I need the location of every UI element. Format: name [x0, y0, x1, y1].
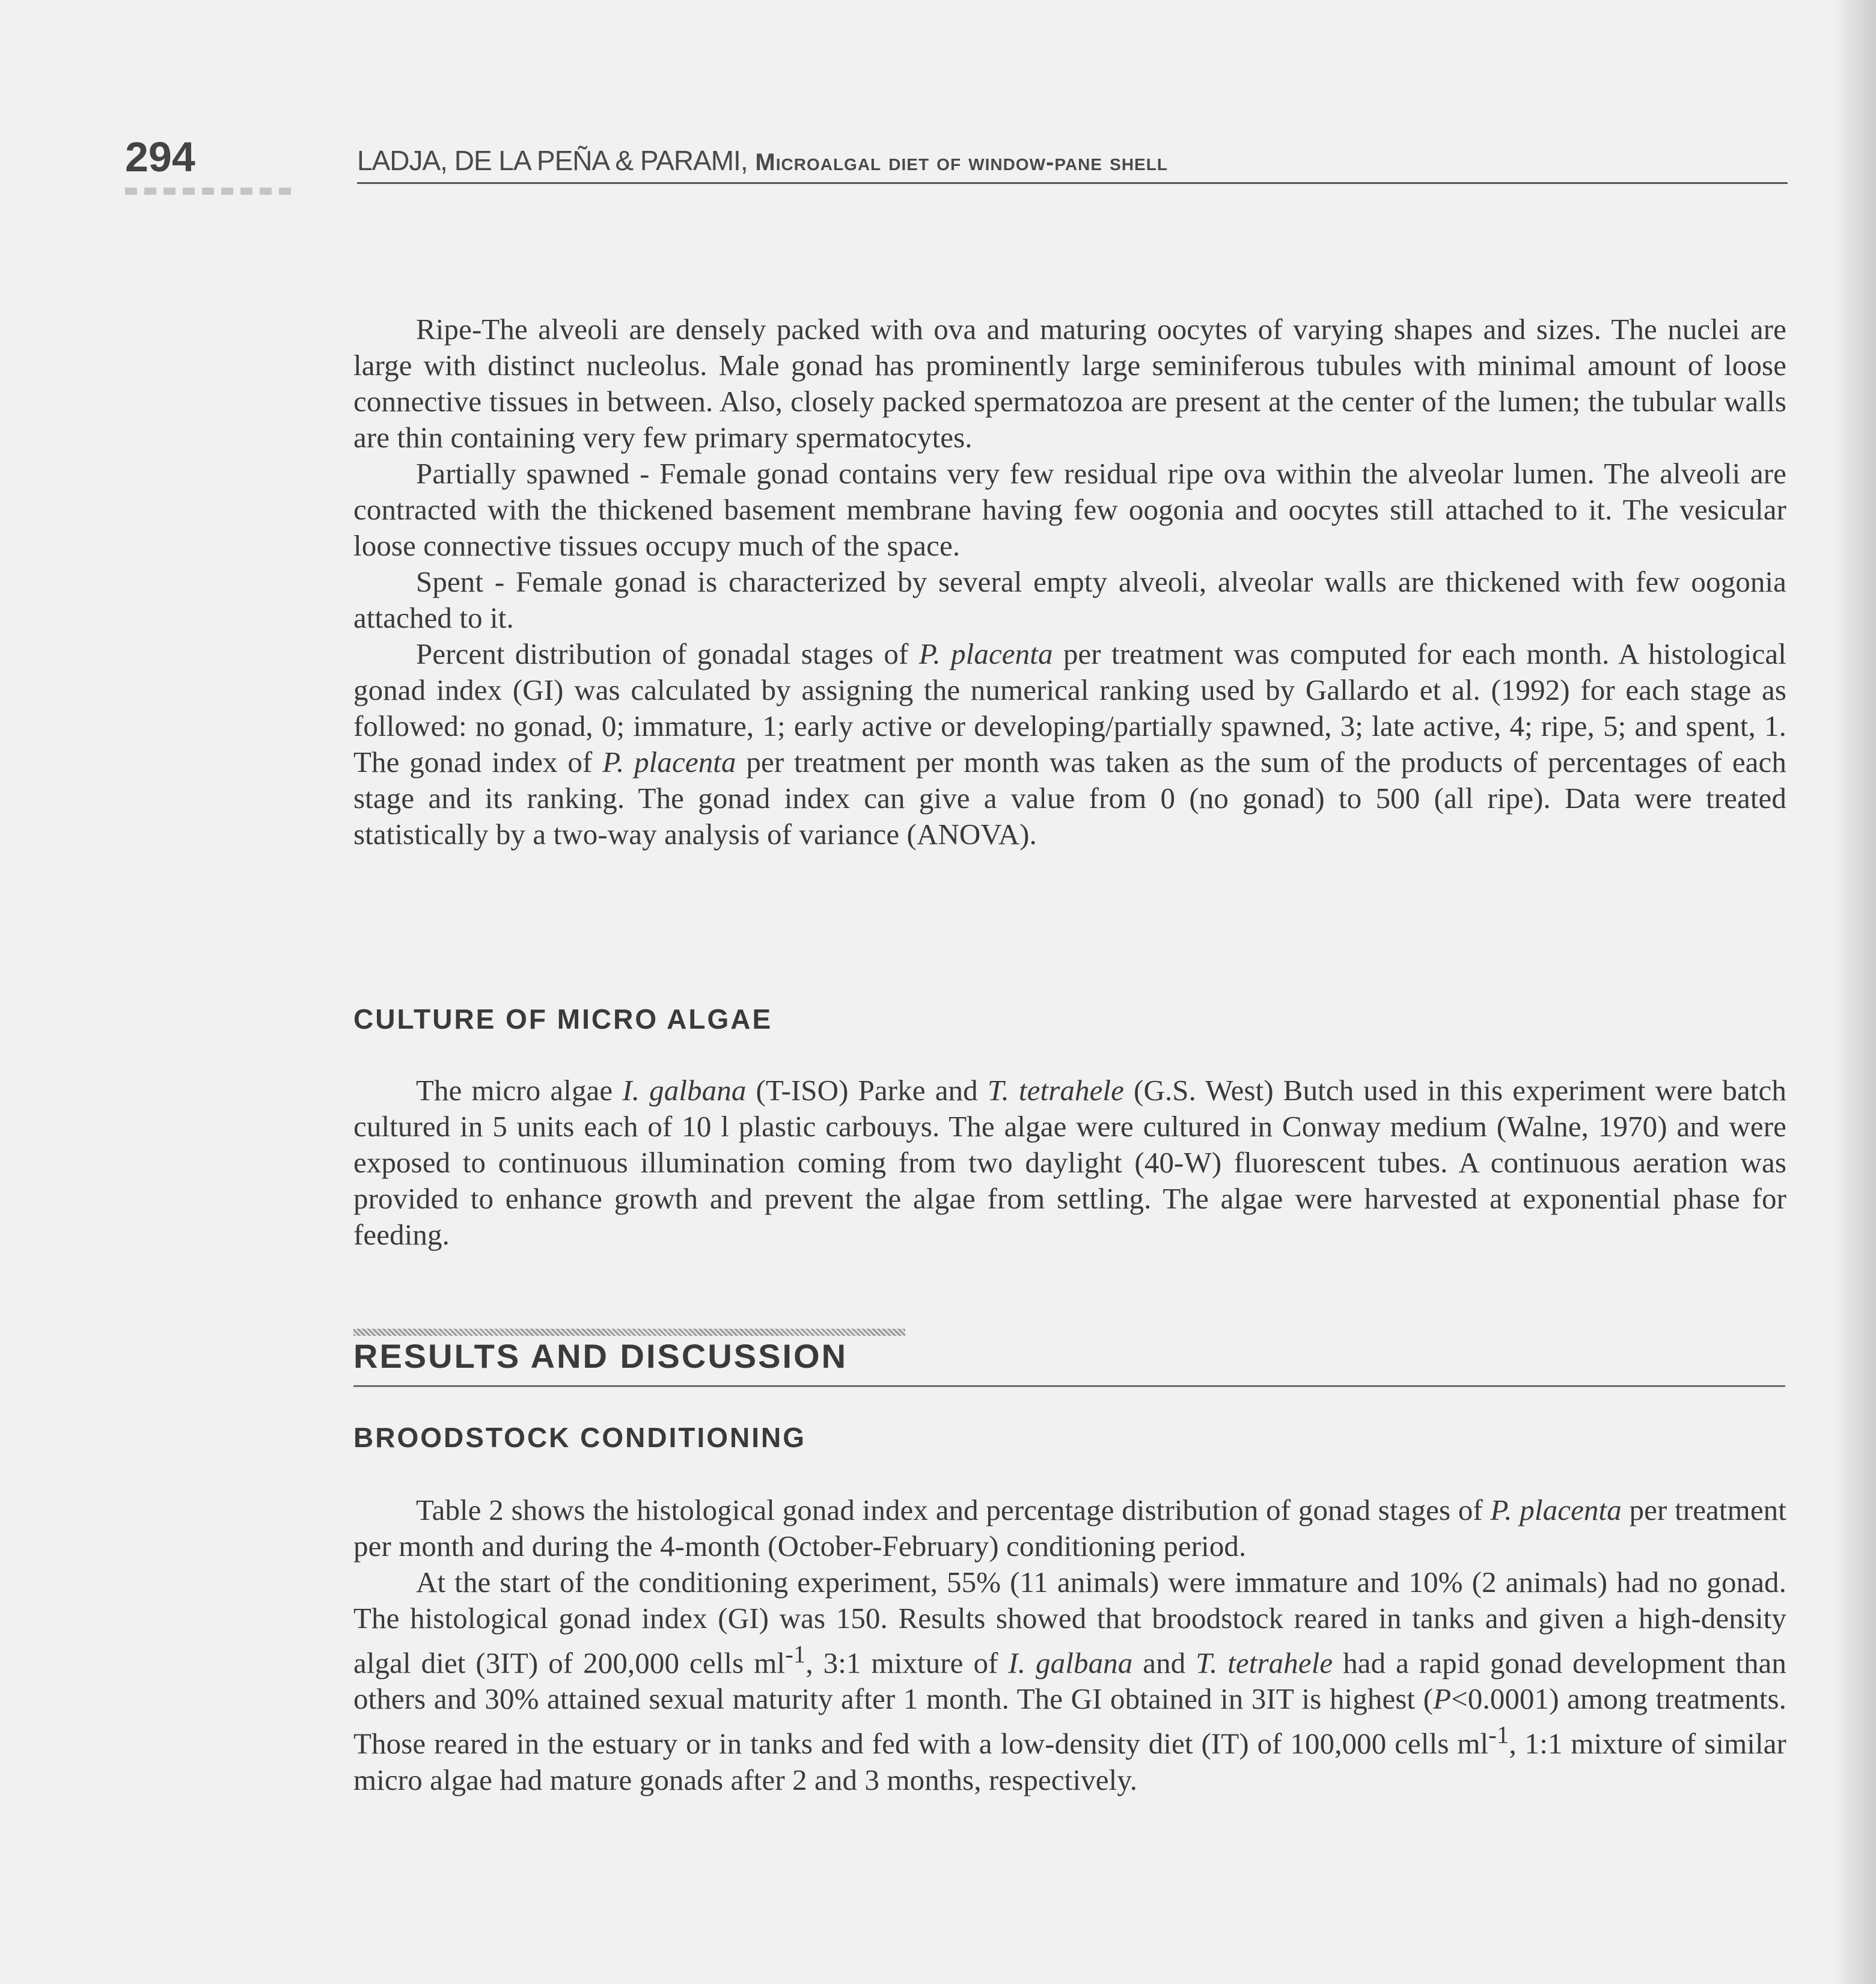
species-name: I. galbana: [1008, 1646, 1133, 1680]
page-number: 294: [125, 133, 195, 180]
section-rule: [353, 1385, 1785, 1387]
header-rule: [357, 182, 1788, 184]
section-heading-ornament: [353, 1329, 905, 1336]
page-number-ornament: [125, 188, 291, 195]
species-name: P. placenta: [918, 637, 1053, 670]
intro-text-block: [353, 311, 1786, 853]
heading-broodstock-conditioning: BROODSTOCK CONDITIONING: [353, 1422, 807, 1453]
page-edge-shadow: [1834, 0, 1876, 1984]
species-name: T. tetrahele: [987, 1074, 1124, 1107]
results-text-block: [353, 1492, 1786, 1798]
heading-results-and-discussion: RESULTS AND DISCUSSION: [353, 1337, 848, 1375]
running-head-title: Microalgal diet of window-pane shell: [755, 149, 1168, 176]
paragraph-culture: The micro algae I. galbana (T-ISO) Parke and T. tetrahele (G.S. West) Butch used in this experiment were batch cultured in 5 units each of 10 l plastic carbouys. The algae were cultured in Conway medium (Walne, 1970) and were exposed to continuous illumination coming from two daylight (40-W) fluorescent tubes. A continuous aeration was provided to enhance growth and prevent the algae from settling. The algae were harvested at exponential phase for feeding.: [353, 1074, 1787, 1251]
paragraph-ripe: Ripe-The alveoli are densely packed with ova and maturing oocytes of varying shapes and sizes. The nuclei are large with distinct nucleolus. Male gonad has prominently large seminiferous tubules with minimal amount of loose connective tissues in between. Also, closely packed spermatozoa are present at the center of the lumen; the tubular walls are thin containing very few primary spermatocytes.: [353, 313, 1786, 454]
species-name: P. placenta: [602, 746, 736, 779]
running-head: [357, 147, 1168, 174]
species-name: T. tetrahele: [1196, 1646, 1333, 1680]
species-name: I. galbana: [622, 1074, 747, 1107]
running-head-authors: LADJA, DE LA PEÑA & PARAMI,: [357, 145, 748, 176]
paragraph-conditioning-results: At the start of the conditioning experiment, 55% (11 animals) were immature and 10% (2 animals) had no gonad. The histological gonad index (GI) was 150. Results showed that broodstock reared in tanks and given a high-density algal diet (3IT) of 200,000 cells $ml^{-1}$, 3:1 mixture of I. galbana and T. tetrahele had a rapid gonad development than others and 30% attained sexual maturity after 1 month. The GI obtained in 3IT is highest (P<0.0001) among treatments. Those reared in the estuary or in tanks and fed with a low-density diet (IT) of 100,000 cells $ml^{-1}$, 1:1 mixture of similar micro algae had mature gonads after 2 and 3 months, respectively.: [353, 1566, 1787, 1796]
species-name: P. placenta: [1490, 1493, 1622, 1526]
culture-text-block: [353, 1073, 1786, 1253]
paragraph-spent: Spent - Female gonad is characterized by several empty alveoli, alveolar walls are thickened with few oogonia attached to it.: [353, 565, 1786, 634]
paragraph-table2-summary: Table 2 shows the histological gonad index and percentage distribution of gonad stages of P. placenta per treatment per month and during the 4-month (October-February) conditioning period.: [353, 1493, 1786, 1563]
heading-culture-of-micro-algae: CULTURE OF MICRO ALGAE: [353, 1003, 773, 1035]
paragraph-gonad-index-method: Percent distribution of gonadal stages of P. placenta per treatment was computed for each month. A histological gonad index (GI) was calculated by assigning the numerical ranking used by Gallardo et al. (1992) for each stage as followed: no gonad, 0; immature, 1; early active or developing/partially spawned, 3; late active, 4; ripe, 5; and spent, 1. The gonad index of P. placenta per treatment per month was taken as the sum of the products of percentages of each stage and its ranking. The gonad index can give a value from 0 (no gonad) to 500 (all ripe). Data were treated statistically by a two-way analysis of variance (ANOVA).: [353, 637, 1786, 851]
paragraph-partially-spawned: Partially spawned - Female gonad contains very few residual ripe ova within the alveolar lumen. The alveoli are contracted with the thickened basement membrane having few oogonia and oocytes still attached to it. The vesicular loose connective tissues occupy much of the space.: [353, 457, 1786, 562]
